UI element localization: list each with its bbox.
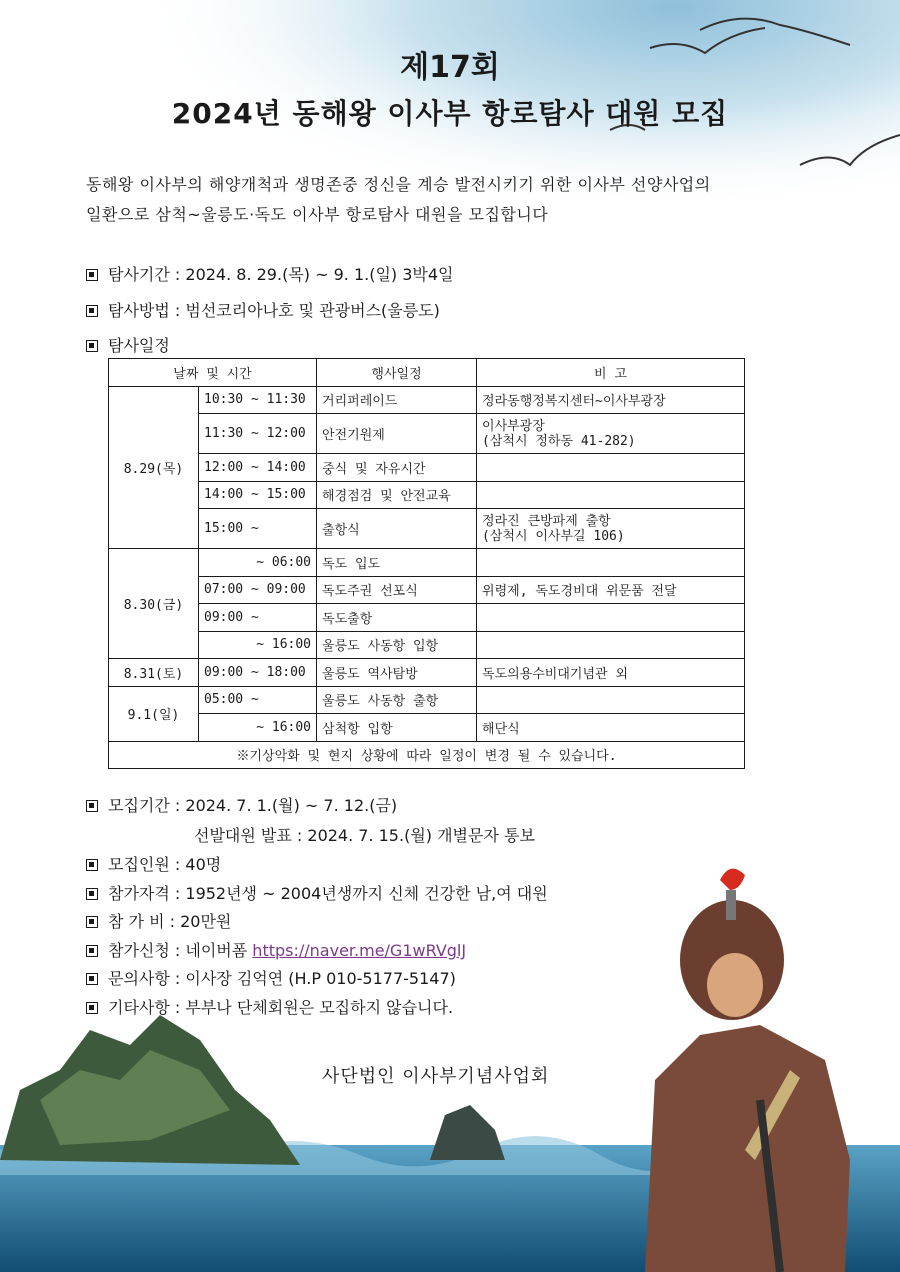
day-cell: 8.29(목)	[109, 386, 199, 549]
time-cell: 14:00 ~ 15:00	[199, 481, 317, 509]
time-cell: 09:00 ~	[199, 604, 317, 632]
note-cell	[477, 549, 745, 577]
square-bullet-icon	[86, 800, 98, 812]
square-bullet-icon	[86, 945, 98, 957]
event-cell: 독도주권 선포식	[317, 576, 477, 604]
intro-paragraph	[86, 170, 816, 230]
time-cell: ~ 06:00	[199, 549, 317, 577]
table-row	[109, 659, 745, 687]
selection-announcement: 선발대원 발표 : 2024. 7. 15.(월) 개별문자 통보	[194, 826, 535, 845]
event-cell: 울릉도 역사탐방	[317, 659, 477, 687]
event-cell: 독도 입도	[317, 549, 477, 577]
table-row	[109, 686, 745, 714]
note-cell: 독도의용수비대기념관 외	[477, 659, 745, 687]
event-cell: 안전기원제	[317, 414, 477, 454]
table-header-row	[109, 359, 745, 387]
note-cell	[477, 454, 745, 482]
table-row	[109, 481, 745, 509]
schedule-label: 탐사일정	[86, 333, 170, 356]
header-event: 행사일정	[317, 359, 477, 387]
header-note: 비 고	[477, 359, 745, 387]
square-bullet-icon	[86, 305, 98, 317]
schedule-footnote: ※기상악화 및 현지 상황에 따라 일정이 변경 될 수 있습니다.	[109, 741, 745, 769]
event-cell: 거리퍼레이드	[317, 386, 477, 414]
warrior-figure	[645, 869, 850, 1272]
note-cell: 정라동행정복지센터~이사부광장	[477, 386, 745, 414]
note-cell	[477, 631, 745, 659]
note-cell: 정라진 큰방파제 출항 (삼척시 이사부길 106)	[477, 509, 745, 549]
table-row	[109, 549, 745, 577]
table-row	[109, 386, 745, 414]
time-cell: 10:30 ~ 11:30	[199, 386, 317, 414]
event-cell: 울릉도 사동항 입항	[317, 631, 477, 659]
note-cell: 해단식	[477, 714, 745, 742]
time-cell: ~ 16:00	[199, 714, 317, 742]
event-cell: 출항식	[317, 509, 477, 549]
square-bullet-icon	[86, 888, 98, 900]
time-cell: 11:30 ~ 12:00	[199, 414, 317, 454]
time-cell: 09:00 ~ 18:00	[199, 659, 317, 687]
table-row	[109, 509, 745, 549]
recruit-count: 모집인원 : 40명	[86, 852, 221, 875]
event-cell: 삼척항 입항	[317, 714, 477, 742]
table-footnote-row	[109, 741, 745, 769]
intro-line-2: 일환으로 삼척~울릉도·독도 이사부 항로탐사 대원을 모집합니다	[86, 205, 549, 224]
event-cell: 해경점검 및 안전교육	[317, 481, 477, 509]
page-title: 2024년 동해왕 이사부 항로탐사 대원 모집	[171, 97, 729, 130]
square-bullet-icon	[86, 340, 98, 352]
event-cell: 독도출항	[317, 604, 477, 632]
table-row	[109, 714, 745, 742]
event-cell: 중식 및 자유시간	[317, 454, 477, 482]
table-row	[109, 414, 745, 454]
rock-small	[430, 1105, 505, 1160]
day-cell: 8.30(금)	[109, 549, 199, 659]
note-cell: 이사부광장 (삼척시 정하동 41-282)	[477, 414, 745, 454]
note-cell: 위령제, 독도경비대 위문품 전달	[477, 576, 745, 604]
day-cell: 9.1(일)	[109, 686, 199, 741]
square-bullet-icon	[86, 916, 98, 928]
exploration-method: 탐사방법 : 범선코리아나호 및 관광버스(울릉도)	[86, 298, 440, 321]
contact-info: 문의사항 : 이사장 김억연 (H.P 010-5177-5147)	[86, 966, 456, 989]
table-row	[109, 604, 745, 632]
intro-line-1: 동해왕 이사부의 해양개척과 생명존중 정신을 계승 발전시키기 위한 이사부 선양사업의	[86, 175, 711, 194]
square-bullet-icon	[86, 1002, 98, 1014]
schedule-table	[108, 358, 745, 769]
application-link[interactable]: https://naver.me/G1wRVglJ	[252, 941, 467, 960]
other-notes: 기타사항 : 부부나 단체회원은 모집하지 않습니다.	[86, 995, 453, 1018]
organizer-name: 사단법인 이사부기념사업회	[322, 1066, 550, 1087]
time-cell: 15:00 ~	[199, 509, 317, 549]
time-cell: 12:00 ~ 14:00	[199, 454, 317, 482]
table-row	[109, 631, 745, 659]
event-edition-title: 제17회	[400, 50, 500, 85]
square-bullet-icon	[86, 859, 98, 871]
time-cell: 05:00 ~	[199, 686, 317, 714]
participation-fee: 참 가 비 : 20만원	[86, 909, 231, 932]
time-cell: ~ 16:00	[199, 631, 317, 659]
note-cell	[477, 686, 745, 714]
day-cell: 8.31(토)	[109, 659, 199, 687]
header-date-time: 날짜 및 시간	[109, 359, 317, 387]
table-row	[109, 576, 745, 604]
note-cell	[477, 481, 745, 509]
note-cell	[477, 604, 745, 632]
application: 참가신청 : 네이버폼 https://naver.me/G1wRVglJ	[86, 938, 466, 961]
eligibility: 참가자격 : 1952년생 ~ 2004년생까지 신체 건강한 남,여 대원	[86, 881, 548, 904]
table-row	[109, 454, 745, 482]
time-cell: 07:00 ~ 09:00	[199, 576, 317, 604]
event-cell: 울릉도 사동항 출항	[317, 686, 477, 714]
recruit-period: 모집기간 : 2024. 7. 1.(월) ~ 7. 12.(금)	[86, 793, 397, 816]
exploration-period: 탐사기간 : 2024. 8. 29.(목) ~ 9. 1.(일) 3박4일	[86, 262, 454, 285]
square-bullet-icon	[86, 269, 98, 281]
square-bullet-icon	[86, 973, 98, 985]
